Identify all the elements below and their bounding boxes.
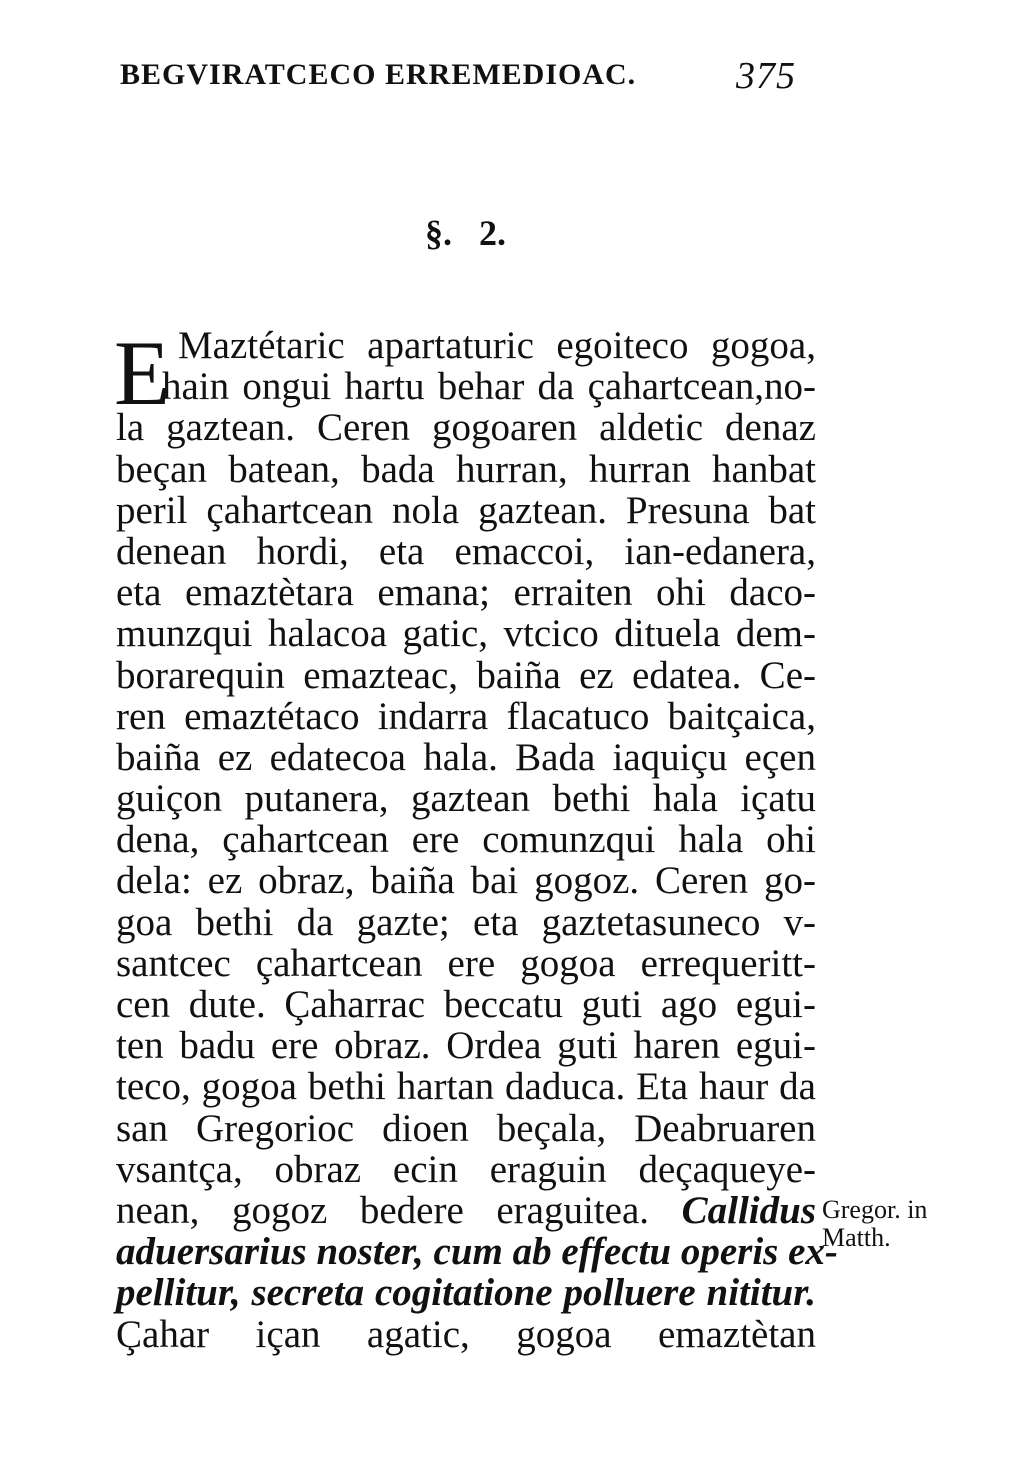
text-line: Çahar içan agatic, gogoa emaztètan — [116, 1312, 816, 1356]
text-line: beçan batean, bada hurran, hurran hanbat — [116, 447, 816, 491]
text-line: goa bethi da gazte; eta gaztetasuneco v- — [116, 900, 816, 944]
text-line: ren emaztétaco indarra flacatuco baitçaica, — [116, 694, 816, 738]
text-line: la gaztean. Ceren gogoaren aldetic denaz — [116, 406, 816, 450]
text-line: ten badu ere obraz. Ordea guti haren egui- — [116, 1024, 816, 1068]
text-line: vsantça, obraz ecin eraguin deçaqueye- — [116, 1147, 816, 1191]
text-line: eta emaztètara emana; erraiten ohi daco- — [116, 571, 816, 615]
body-text — [114, 322, 838, 1356]
citation-line: Gregor. in — [822, 1195, 928, 1224]
citation-line: Matth. — [822, 1223, 891, 1252]
section-number: 2. — [479, 213, 506, 253]
latin-quote-line: aduersarius noster, cum ab effectu operis ex- — [116, 1230, 838, 1274]
running-header — [120, 55, 820, 98]
text-line: Maztétaric apartaturic egoiteco gogoa, — [178, 324, 816, 367]
section-symbol: §. — [425, 213, 452, 253]
text-line: peril çahartcean nola gaztean. Presuna bat — [116, 488, 816, 532]
section-heading — [425, 212, 506, 254]
text-line: borarequin emazteac, baiña ez edatea. Ce- — [116, 653, 816, 697]
latin-quote-start: Callidus — [681, 1188, 816, 1232]
page-number: 375 — [736, 55, 796, 97]
text-line: teco, gogoa bethi hartan daduca. Eta haur da — [116, 1065, 816, 1109]
text-line: baiña ez edatecoa hala. Bada iaquiçu eçen — [116, 735, 816, 779]
text-line: cen dute. Çaharrac beccatu guti ago egui- — [116, 983, 816, 1026]
text-line-roman: nean, gogoz bedere eraguitea. — [116, 1188, 650, 1232]
text-line — [116, 1190, 816, 1231]
text-line: santcec çahartcean ere gogoa errequeritt- — [116, 941, 816, 985]
marginal-citation — [822, 1196, 1002, 1252]
text-line: dela: ez obraz, baiña bai gogoz. Ceren go- — [116, 859, 816, 903]
latin-quote-line: pellitur, secreta cogitatione polluere nititur. — [116, 1271, 816, 1315]
text-line: dena, çahartcean ere comunzqui hala ohi — [116, 818, 816, 862]
text-line: munzqui halacoa gatic, vtcico dituela dem- — [116, 612, 816, 656]
text-line: hain ongui hartu behar da çahartcean,no- — [162, 365, 816, 409]
text-line: guiçon putanera, gaztean bethi hala içatu — [116, 777, 816, 821]
text-line: denean hordi, eta emaccoi, ian-edanera, — [116, 529, 816, 573]
running-title: BEGVIRATCECO ERREMEDIOAC. — [120, 58, 637, 91]
drop-cap: E — [114, 322, 171, 424]
text-line: san Gregorioc dioen beçala, Deabruaren — [116, 1106, 816, 1150]
